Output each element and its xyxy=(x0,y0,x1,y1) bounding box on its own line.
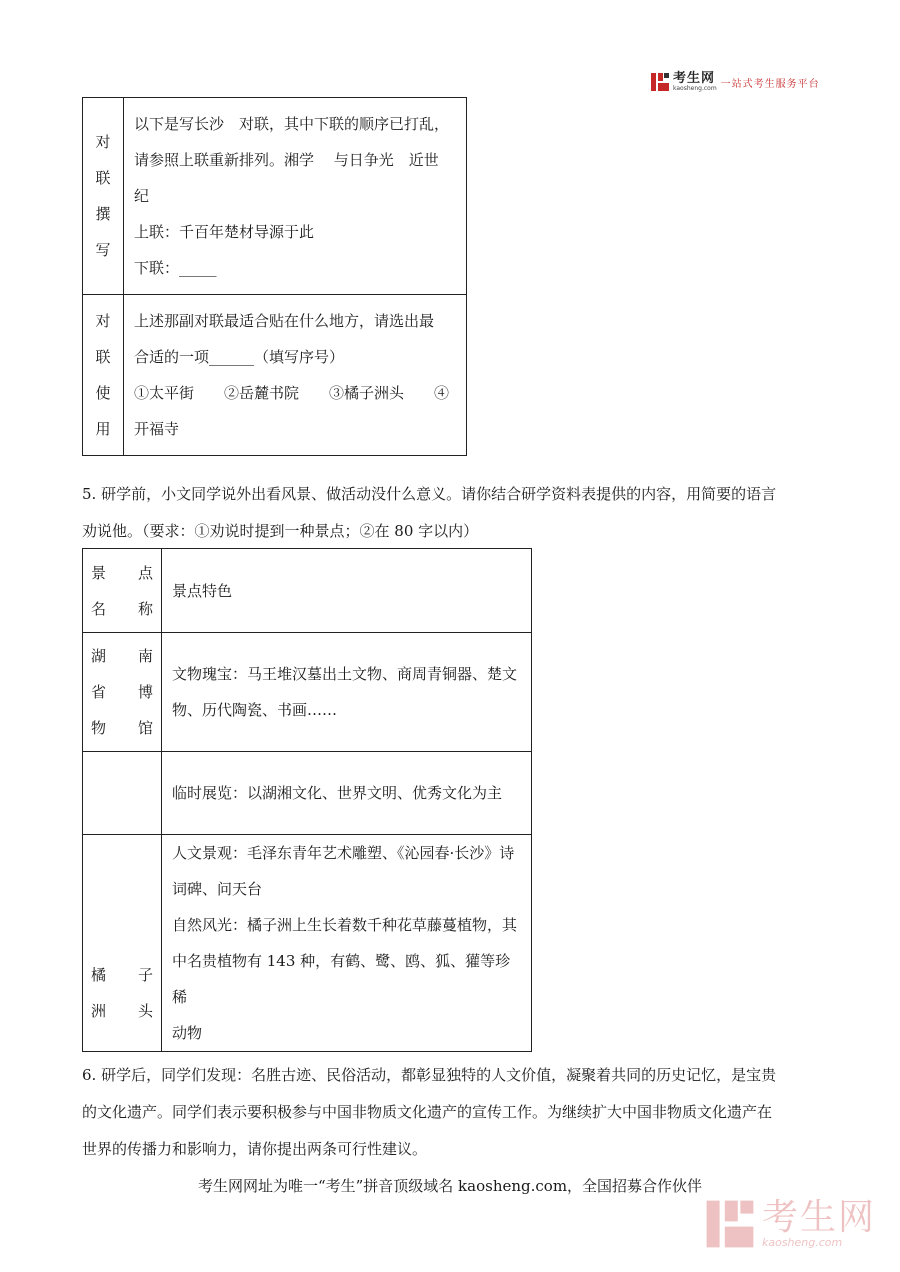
header-logo[interactable] xyxy=(650,70,820,94)
table-row xyxy=(83,98,467,295)
content-line: 人文景观：毛泽东青年艺术雕塑、《沁园春·长沙》诗 xyxy=(172,844,515,862)
label-char: 写 xyxy=(95,241,111,259)
content-line: 动物 xyxy=(172,1024,203,1042)
content-line: 下联：_____ xyxy=(134,259,217,277)
content-line: 文物瑰宝：马王堆汉墓出土文物、商周青铜器、楚文 xyxy=(172,665,518,683)
content-line: 上联：千百年楚材导源于此 xyxy=(134,223,315,241)
table-header-row xyxy=(83,549,532,633)
table-row xyxy=(83,295,467,456)
label-char: 联 xyxy=(95,348,111,366)
question-6 xyxy=(82,1057,832,1168)
label-line: 物馆 xyxy=(91,719,153,737)
label-line: 省 博 xyxy=(91,683,153,701)
question-line: 5. 研学前，小文同学说外出看风景、做活动没什么意义。请你结合研学资料表提供的内容，用简要的语言 xyxy=(82,485,777,503)
watermark xyxy=(704,1198,876,1250)
row-label xyxy=(83,295,124,456)
label-char: 对 xyxy=(95,312,111,330)
row-label xyxy=(83,633,162,752)
content-line: 中名贵植物有 143 种，有鹤、鹭、鸥、狐、獾等珍稀 xyxy=(172,952,511,1006)
label-char: 撰 xyxy=(95,205,111,223)
content-line: 自然风光：橘子洲上生长着数千种花草藤蔓植物，其 xyxy=(172,916,518,934)
content-line: 物、历代陶瓷、书画…… xyxy=(172,701,338,719)
row-content xyxy=(124,98,467,295)
logo-url: kaosheng.com xyxy=(673,85,717,92)
label-line: 橘 子 xyxy=(91,966,153,984)
logo-slogan: 一站式考生服务平台 xyxy=(720,78,820,90)
row-content xyxy=(162,633,532,752)
header-content: 景点特色 xyxy=(162,549,532,633)
content-line: 开福寺 xyxy=(134,420,180,438)
label-line: 景 点 xyxy=(91,563,153,582)
row-label xyxy=(83,835,162,1052)
question-line: 6. 研学后，同学们发现：名胜古迹、民俗活动，都彰显独特的人文价值，凝聚着共同的历史记忆，是宝贵 xyxy=(82,1066,777,1084)
content-line: 临时展览：以湖湘文化、世界文明、优秀文化为主 xyxy=(172,784,503,802)
watermark-logo-icon xyxy=(704,1198,756,1250)
row-content xyxy=(162,752,532,835)
label-line: 洲头 xyxy=(91,1002,153,1020)
page-footer: 考生网网址为唯一“考生”拼音顶级域名 kaosheng.com，全国招募合作伙伴 xyxy=(197,1177,703,1195)
question-line: 的文化遗产。同学们表示要积极参与中国非物质文化遗产的宣传工作。为继续扩大中国非物质文化遗产在 xyxy=(82,1103,773,1121)
label-char: 用 xyxy=(95,420,111,438)
row-label xyxy=(83,752,162,835)
table-row xyxy=(83,633,532,752)
row-content xyxy=(124,295,467,456)
watermark-url: kaosheng.com xyxy=(761,1235,843,1249)
header-label xyxy=(83,549,162,633)
content-line: 上述那副对联最适合贴在什么地方，请选出最 xyxy=(134,312,435,330)
scenic-table xyxy=(82,548,532,1052)
label-char: 联 xyxy=(95,169,111,187)
content-line: 纪 xyxy=(134,187,150,205)
watermark-text: 考生网 xyxy=(761,1196,876,1238)
content-line: ①太平街 ②岳麓书院 ③橘子洲头 ④ xyxy=(134,384,450,402)
kaosheng-logo-icon xyxy=(650,72,670,92)
content-line: 词碑、问天台 xyxy=(172,880,263,898)
label-line: 名称 xyxy=(91,599,153,618)
table-row xyxy=(83,835,532,1052)
content-line: 以下是写长沙 对联，其中下联的顺序已打乱， xyxy=(134,115,450,133)
question-line: 世界的传播力和影响力，请你提出两条可行性建议。 xyxy=(82,1140,428,1158)
row-content xyxy=(162,835,532,1052)
logo-name: 考生网 xyxy=(673,71,716,86)
couplet-table xyxy=(82,97,467,456)
table-row xyxy=(83,752,532,835)
content-line: 请参照上联重新排列。湘学 与日争光 近世 xyxy=(134,151,439,169)
row-label xyxy=(83,98,124,295)
label-line: 湖 南 xyxy=(91,647,153,665)
label-char: 对 xyxy=(95,133,111,151)
content-line: 合适的一项______（填写序号） xyxy=(134,348,345,366)
label-char: 使 xyxy=(95,384,111,402)
question-5 xyxy=(82,476,832,550)
question-line: 劝说他。（要求：①劝说时提到一种景点；②在 80 字以内） xyxy=(82,522,479,540)
